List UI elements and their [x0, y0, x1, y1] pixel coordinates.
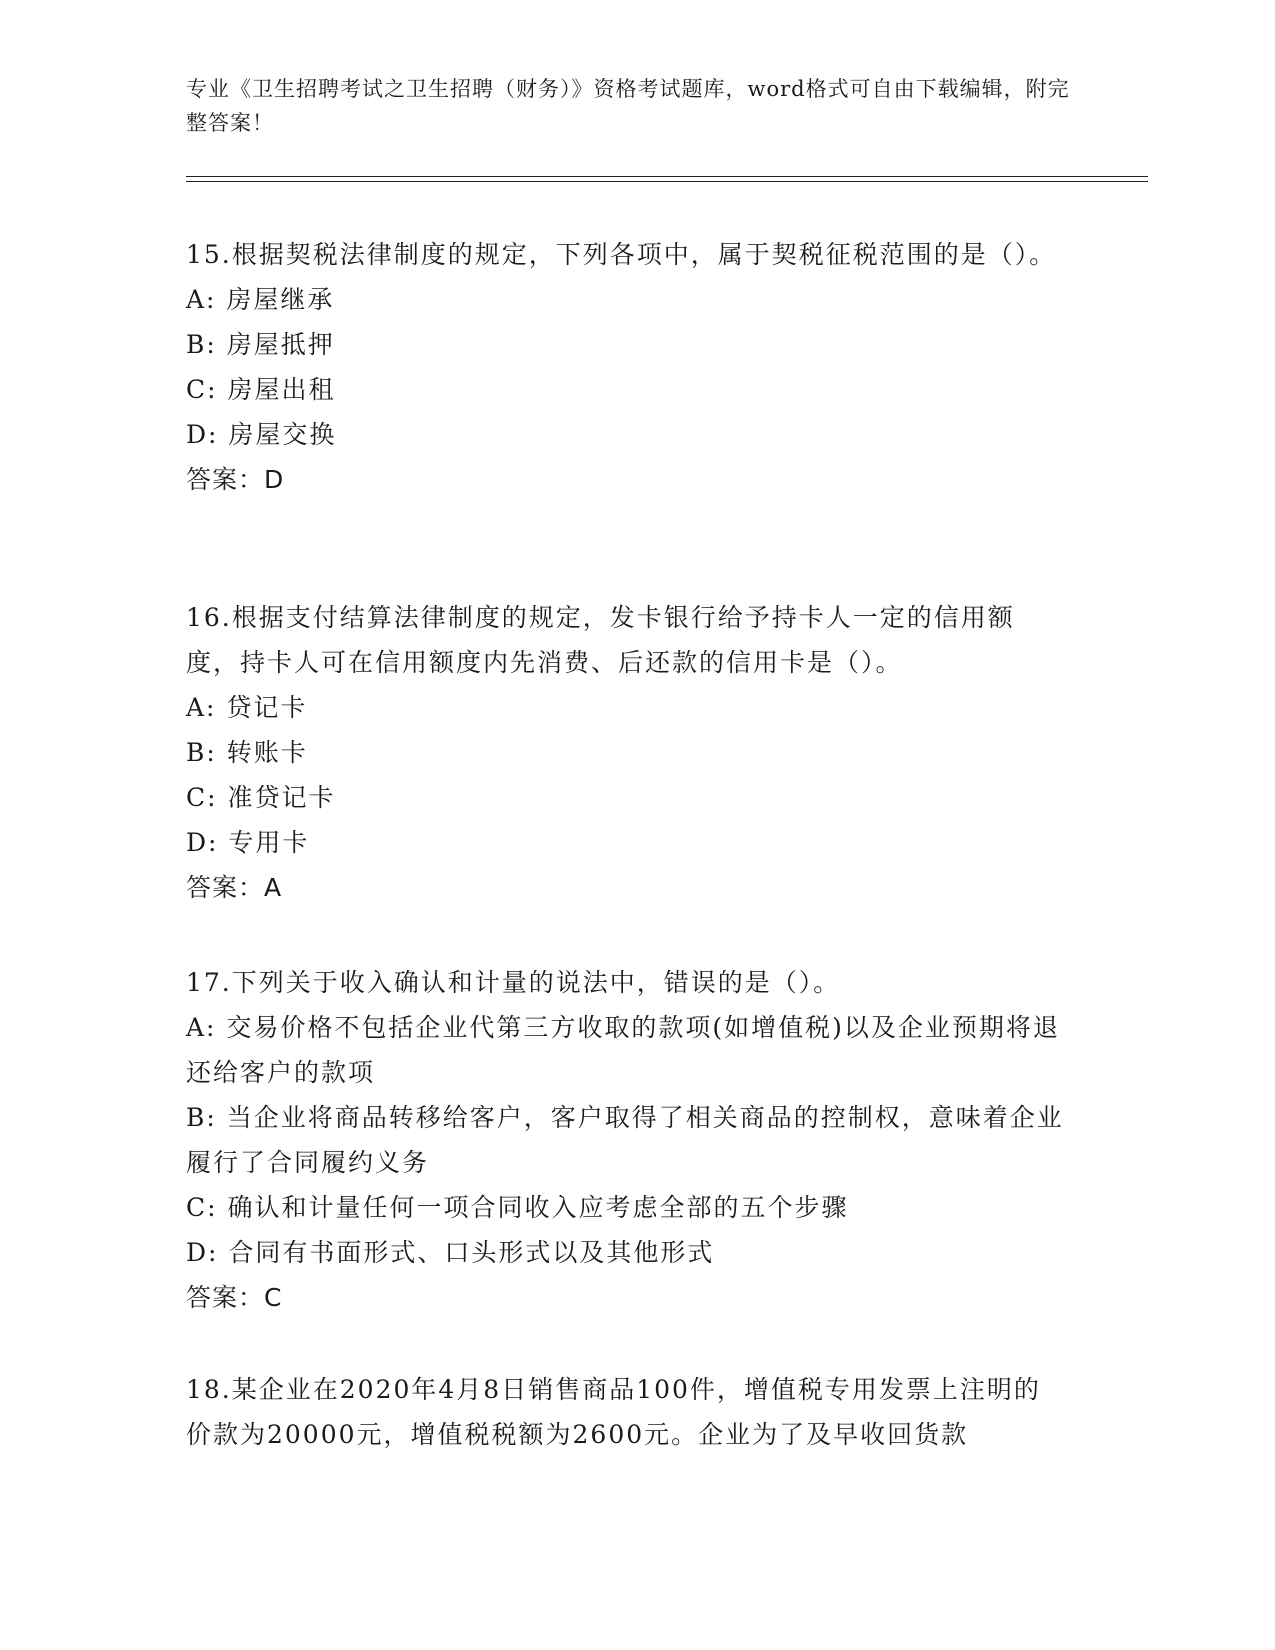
header-divider-top: [186, 176, 1148, 177]
option-d: D: 房屋交换: [186, 420, 337, 449]
question-18: [186, 1367, 1066, 1457]
document-header: 专业《卫生招聘考试之卫生招聘（财务）》资格考试题库，word格式可自由下载编辑，附完整答案！: [186, 77, 1070, 135]
option-b: B: 房屋抵押: [186, 330, 335, 359]
option-a: A: 交易价格不包括企业代第三方收取的款项(如增值税)以及企业预期将退还给客户的款项: [186, 1013, 1060, 1087]
question-17: [186, 960, 1066, 1320]
option-a: A: 贷记卡: [186, 693, 308, 722]
question-stem: 15.根据契税法律制度的规定，下列各项中，属于契税征税范围的是（）。: [186, 240, 1057, 269]
option-a: A: 房屋继承: [186, 285, 335, 314]
answer: 答案：A: [186, 873, 283, 902]
question-stem: 18.某企业在2020年4月8日销售商品100件，增值税专用发票上注明的价款为20000元，增值税税额为2600元。企业为了及早收回货款: [186, 1375, 1041, 1449]
option-b: B: 当企业将商品转移给客户，客户取得了相关商品的控制权，意味着企业履行了合同履约义务: [186, 1103, 1064, 1177]
option-c: C: 准贷记卡: [186, 783, 336, 812]
question-stem: 16.根据支付结算法律制度的规定，发卡银行给予持卡人一定的信用额度，持卡人可在信用额度内先消费、后还款的信用卡是（）。: [186, 603, 1015, 677]
option-b: B: 转账卡: [186, 738, 308, 767]
header-divider-bottom: [186, 181, 1148, 182]
option-c: C: 确认和计量任何一项合同收入应考虑全部的五个步骤: [186, 1193, 849, 1222]
option-d: D: 专用卡: [186, 828, 310, 857]
option-c: C: 房屋出租: [186, 375, 336, 404]
question-16: [186, 595, 1066, 910]
question-stem: 17.下列关于收入确认和计量的说法中，错误的是（）。: [186, 968, 841, 997]
option-d: D: 合同有书面形式、口头形式以及其他形式: [186, 1238, 715, 1267]
answer: 答案：D: [186, 465, 285, 494]
question-15: [186, 232, 1066, 502]
answer: 答案：C: [186, 1283, 283, 1312]
